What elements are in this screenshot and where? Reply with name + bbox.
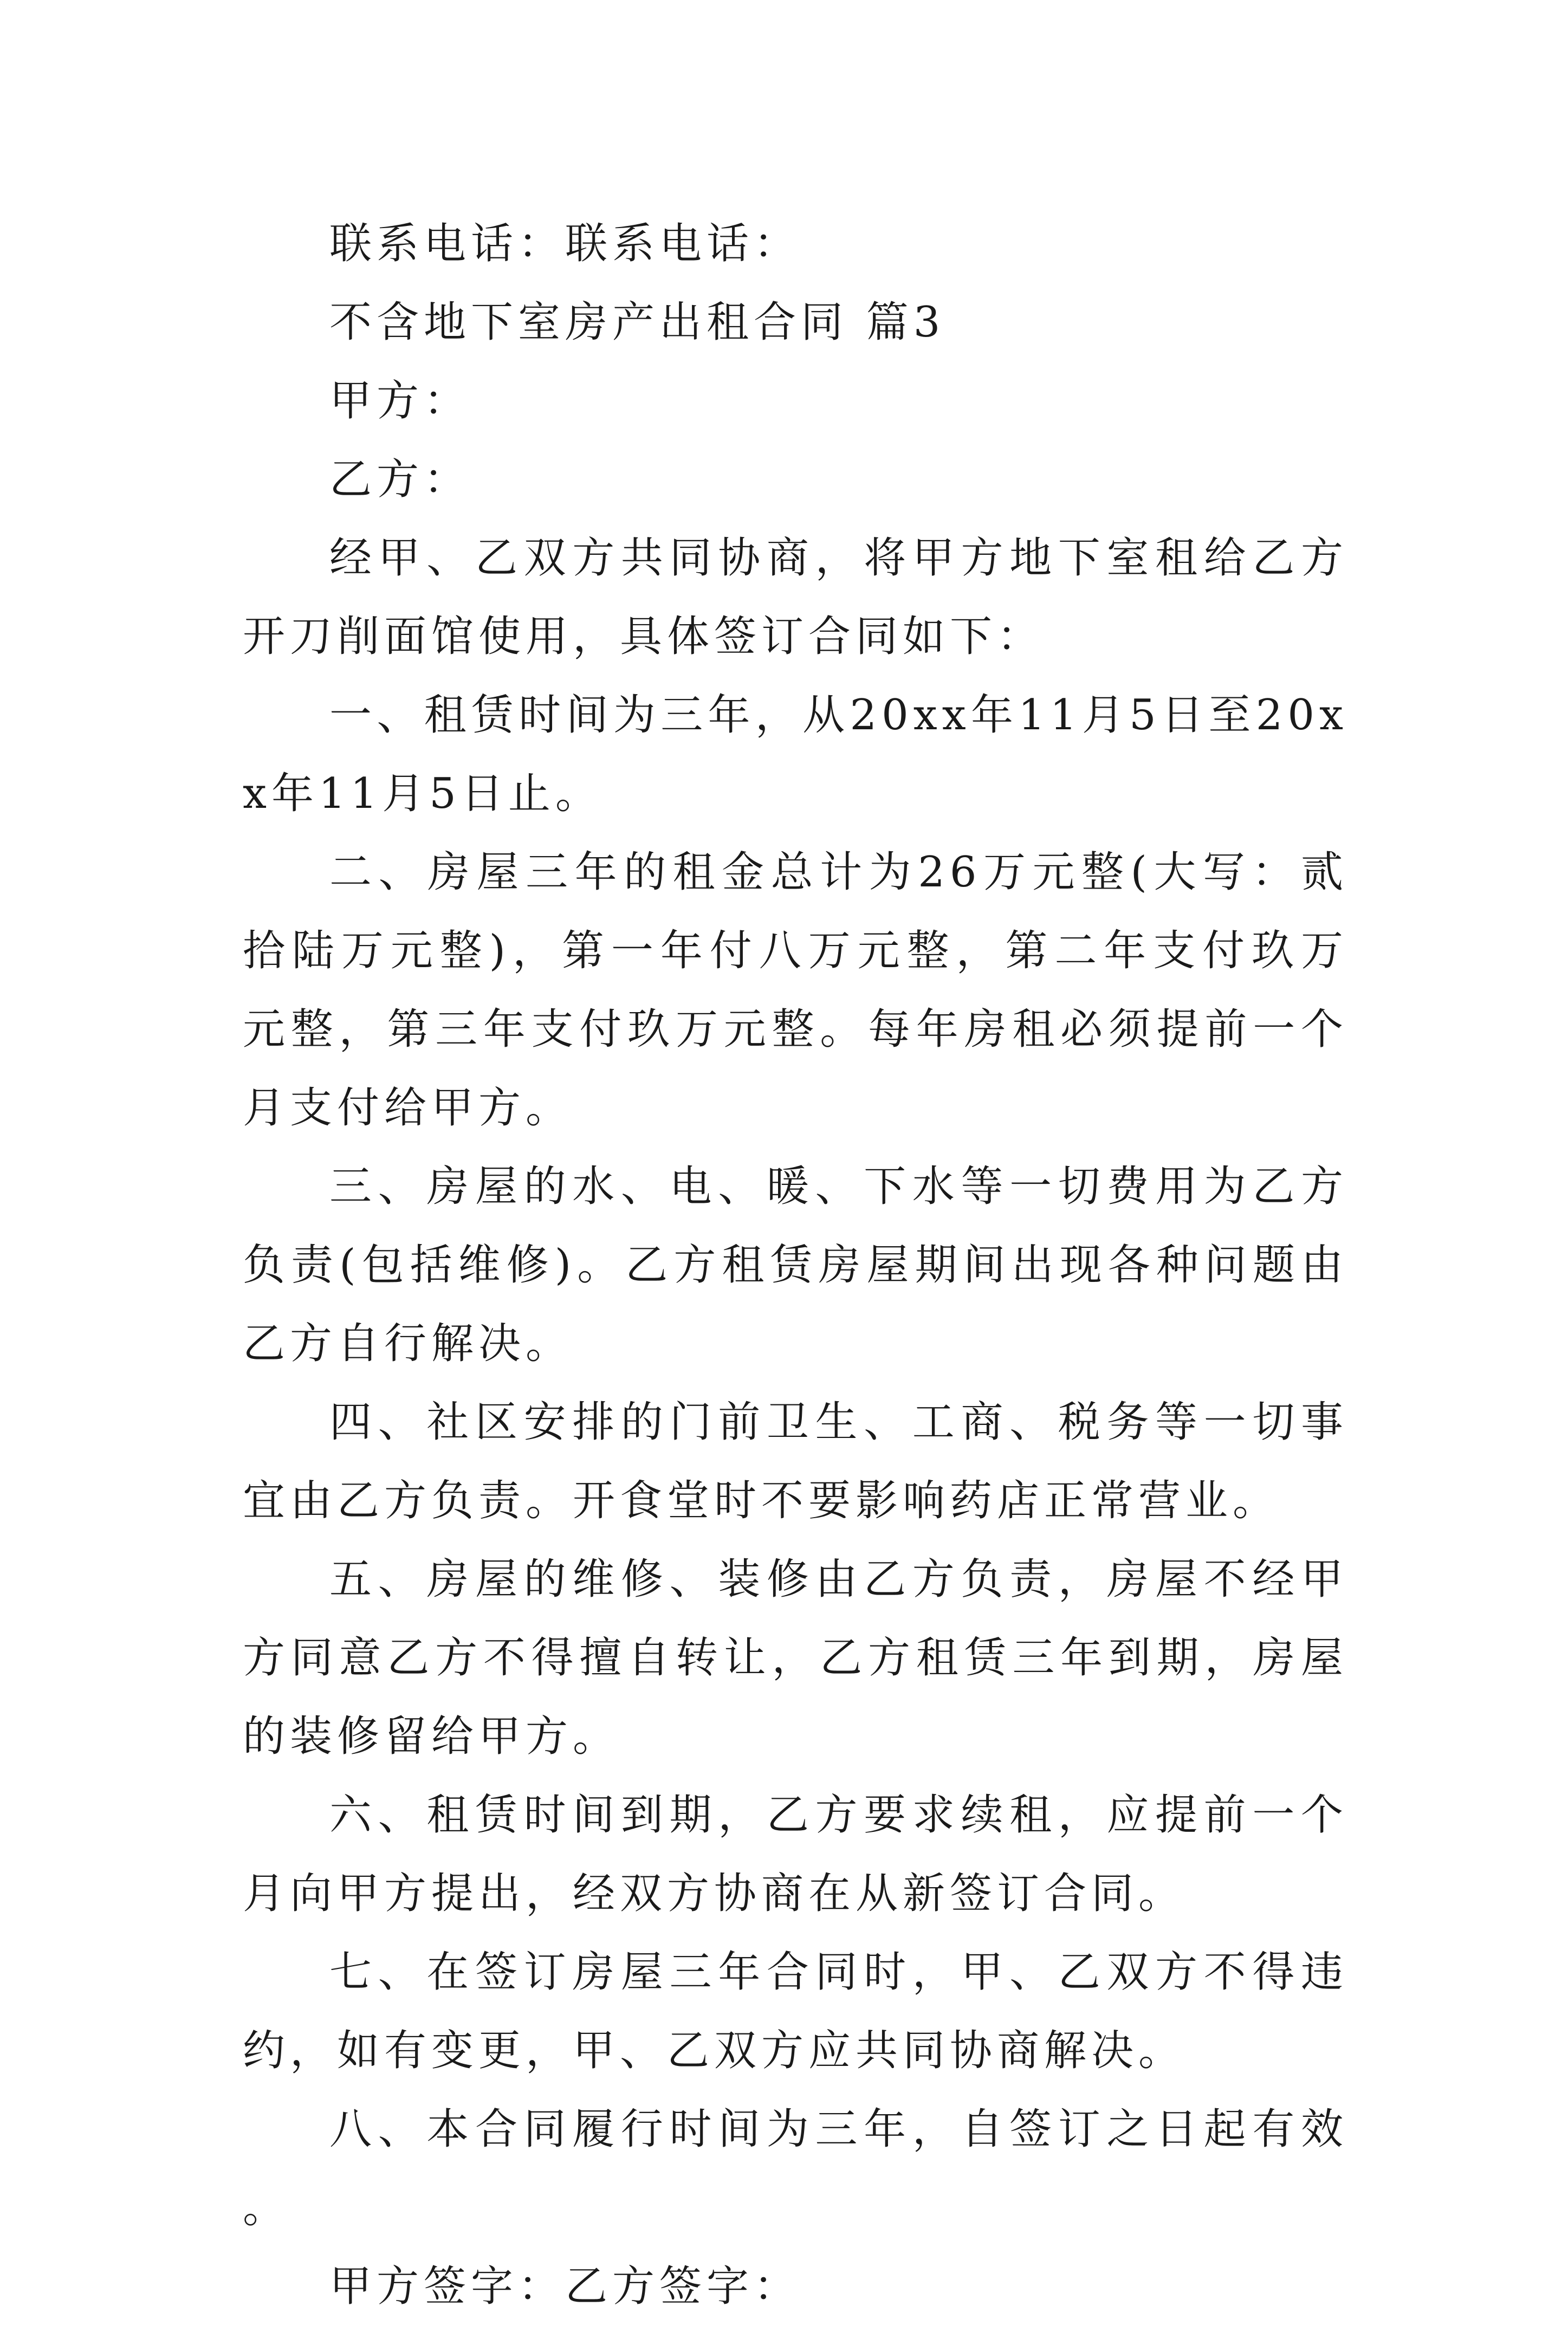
clause-8-validity: 八、本合同履行时间为三年，自签订之日起有效。	[243, 2105, 1348, 2232]
contract-title: 不含地下室房产出租合同 篇3	[329, 298, 945, 347]
contract-body	[243, 205, 1348, 2326]
clause-5-maintenance: 五、房屋的维修、装修由乙方负责，房屋不经甲方同意乙方不得擅自转让，乙方租赁三年到期，房屋的装修留给甲方。	[243, 1555, 1348, 1761]
clause-2-rent: 二、房屋三年的租金总计为26万元整(大写：贰拾陆万元整)，第一年付八万元整，第二年支付玖万元整，第三年支付玖万元整。每年房租必须提前一个月支付给甲方。	[243, 848, 1348, 1132]
signature-line: 甲方签字：乙方签字：	[329, 2262, 801, 2311]
clause-7-breach: 七、在签订房屋三年合同时，甲、乙双方不得违约，如有变更，甲、乙双方应共同协商解决。	[243, 1948, 1348, 2075]
clause-4-community-matters: 四、社区安排的门前卫生、工商、税务等一切事宜由乙方负责。开食堂时不要影响药店正常营业。	[243, 1398, 1348, 1525]
party-b-line: 乙方：	[329, 455, 471, 504]
clause-6-renewal: 六、租赁时间到期，乙方要求续租，应提前一个月向甲方提出，经双方协商在从新签订合同。	[243, 1791, 1348, 1918]
contact-phone-line: 联系电话：联系电话：	[329, 219, 801, 268]
party-a-line: 甲方：	[329, 377, 471, 425]
clause-3-utilities: 三、房屋的水、电、暖、下水等一切费用为乙方负责(包括维修)。乙方租赁房屋期间出现各种问题由乙方自行解决。	[243, 1162, 1348, 1368]
preamble-paragraph: 经甲、乙双方共同协商，将甲方地下室租给乙方开刀削面馆使用，具体签订合同如下：	[243, 534, 1348, 661]
clause-1-lease-term: 一、租赁时间为三年，从20xx年11月5日至20xx年11月5日止。	[243, 691, 1348, 818]
